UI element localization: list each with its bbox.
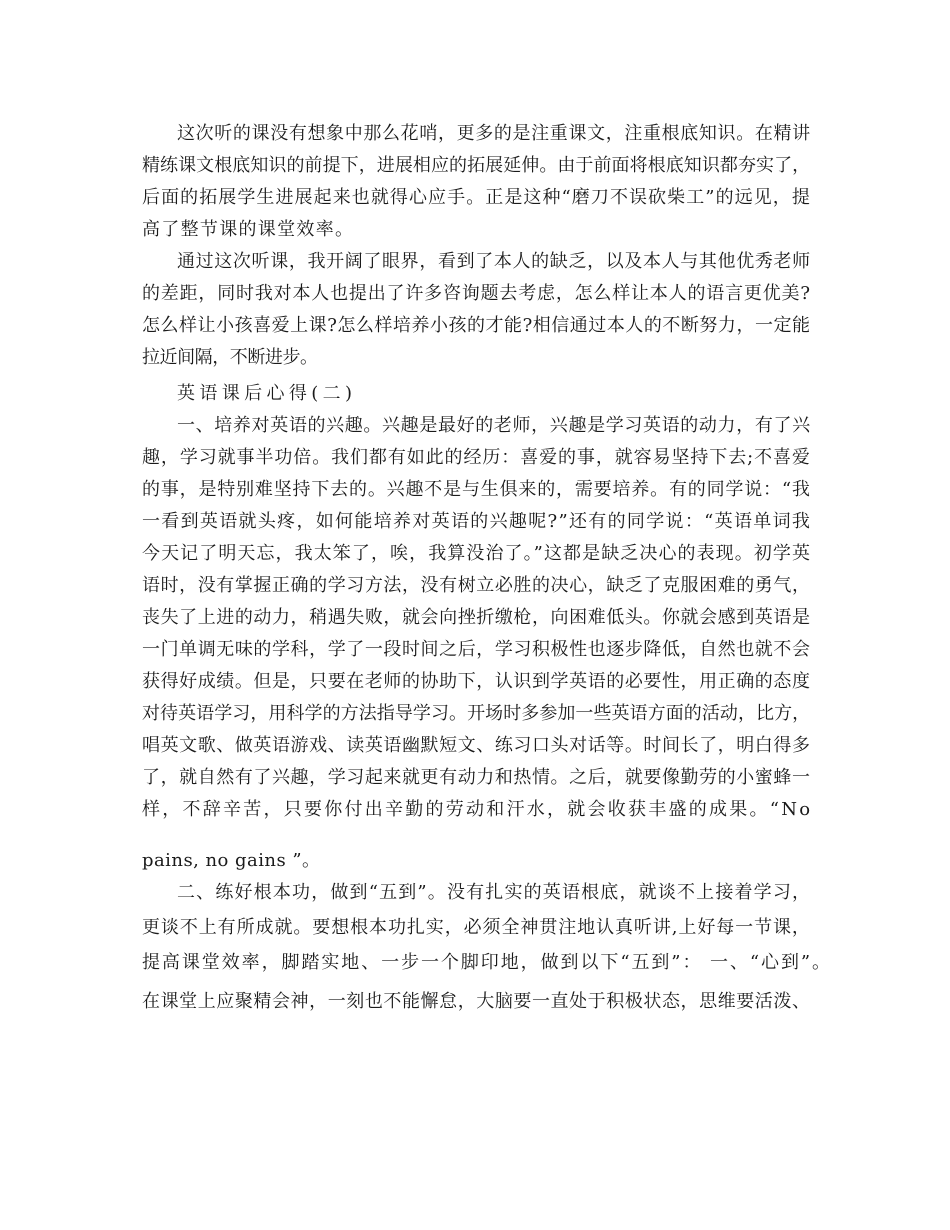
text-line: 一、培养对英语的兴趣。兴趣是最好的老师，兴趣是学习英语的动力，有了兴 [177, 415, 811, 436]
text-line: 一看到英语就头疼，如何能培养对英语的兴趣呢?”还有的同学说：“英语单词我 [142, 511, 812, 532]
text-line: 这次听的课没有想象中那么花哨，更多的是注重课文，注重根底知识。在精讲 [177, 123, 811, 144]
text-line: 了，就自然有了兴趣，学习起来就更有动力和热情。之后，就要像勤劳的小蜜蜂一 [142, 767, 811, 788]
text-line: 对待英语学习，用科学的方法指导学习。开场时多参加一些英语方面的活动，比方， [142, 703, 811, 724]
text-line: 在课堂上应聚精会神，一刻也不能懈怠，大脑要一直处于积极状态，思维要活泼、 [142, 991, 811, 1012]
text-line: 唱英文歌、做英语游戏、读英语幽默短文、练习口头对话等。时间长了，明白得多 [142, 735, 811, 756]
text-line: 语时，没有掌握正确的学习方法，没有树立必胜的决心，缺乏了克服困难的勇气， [142, 575, 811, 596]
text-line: 趣，学习就事半功倍。我们都有如此的经历：喜爱的事，就容易坚持下去;不喜爱 [142, 447, 811, 468]
text-line: 获得好成绩。但是，只要在老师的协助下，认识到学英语的必要性，用正确的态度 [142, 671, 811, 692]
text-line: 更谈不上有所成就。要想根本功扎实，必须全神贯注地认真听讲,上好每一节课， [142, 917, 811, 938]
text-line: 后面的拓展学生进展起来也就得心应手。正是这种“磨刀不误砍柴工”的远见，提 [142, 187, 811, 208]
text-line: 一门单调无味的学科，学了一段时间之后，学习积极性也逐步降低，自然也就不会 [142, 639, 811, 660]
text-line: 通过这次听课，我开阔了眼界，看到了本人的缺乏，以及本人与其他优秀老师 [177, 251, 811, 272]
text-line: 英语课后心得(二) [177, 383, 357, 404]
text-line: 的事，是特别难坚持下去的。兴趣不是与生俱来的，需要培养。有的同学说：“我 [142, 479, 811, 500]
text-line: 今天记了明天忘，我太笨了，唉，我算没治了。”这都是缺乏决心的表现。初学英 [142, 543, 812, 564]
text-line: 拉近间隔，不断进步。 [142, 347, 318, 368]
text-line: 精练课文根底知识的前提下，进展相应的拓展延伸。由于前面将根底知识都夯实了， [142, 155, 811, 176]
text-line: pains, no gains ”。 [142, 850, 321, 871]
text-line: 高了整节课的课堂效率。 [142, 219, 355, 240]
text-line: 怎么样让小孩喜爱上课?怎么样培养小孩的才能?相信通过本人的不断努力，一定能 [142, 315, 811, 336]
text-line: 丧失了上进的动力，稍遇失败，就会向挫折缴枪，向困难低头。你就会感到英语是 [142, 607, 811, 628]
text-line: 二、练好根本功，做到“五到”。没有扎实的英语根底，就谈不上接着学习， [177, 882, 812, 903]
text-line: 样，不辞辛苦，只要你付出辛勤的劳动和汗水，就会收获丰盛的成果。“No [142, 799, 813, 820]
text-line: 提高课堂效率，脚踏实地、一步一个脚印地，做到以下“五到”： 一、“心到”。 [142, 952, 832, 973]
text-line: 的差距，同时我对本人也提出了许多咨询题去考虑，怎么样让本人的语言更优美? [142, 283, 811, 304]
